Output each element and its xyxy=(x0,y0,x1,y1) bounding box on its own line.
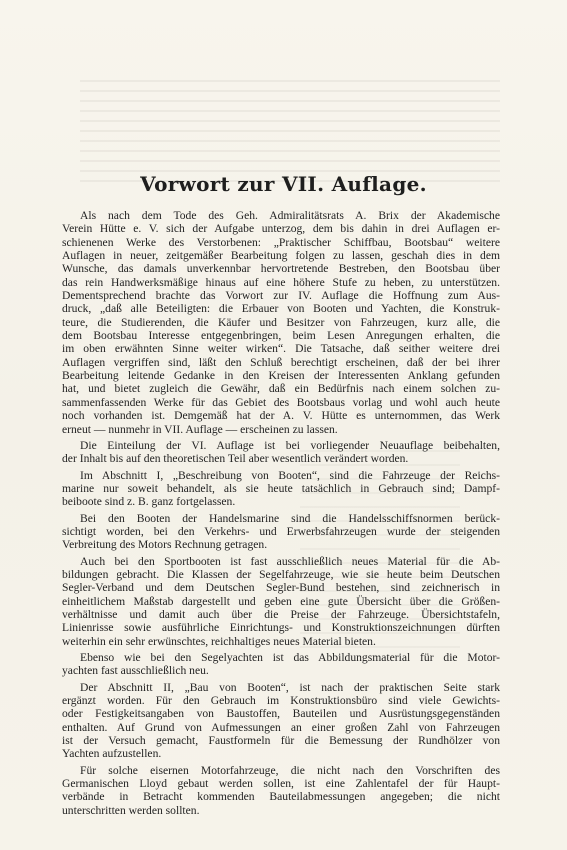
text-line: Die Einteilung der VI. Auflage ist bei vorliegender Neuauflage beibehalten, xyxy=(80,438,500,452)
text-line: noch vorhanden ist. Demgemäß hat der A. V. Hütte es unternommen, das Werk xyxy=(62,409,500,423)
text-line: erneut — nunmehr in VII. Auflage — erscheinen zu lassen. xyxy=(62,422,338,436)
text-line: marine nur soweit behandelt, als sie heute tatsächlich in Gebrauch sind; Dampf- xyxy=(62,481,500,495)
text-line: Dementsprechend brachte das Vorwort zur IV. Auflage die Hoffnung zum Aus- xyxy=(62,289,500,303)
text-line: Bei den Booten der Handelsmarine sind die Handelsschiffsnormen berück- xyxy=(80,511,500,525)
paragraph xyxy=(62,209,500,436)
paragraph xyxy=(62,651,500,678)
text-line: Im Abschnitt I, „Beschreibung von Booten“, sind die Fahrzeuge der Reichs- xyxy=(80,468,500,482)
text-line: der Inhalt bis auf den theoretischen Teil aber wesentlich verändert worden. xyxy=(62,452,409,466)
text-line: hat, und bietet zugleich die Gewähr, daß ein Bedürfnis nach einem solchen zu- xyxy=(62,382,500,396)
text-line: Auflagen vergriffen sind, läßt den Schluß berechtigt erscheinen, daß der bei ihrer xyxy=(62,355,500,369)
text-line: das rein Handwerksmäßige hinaus auf eine höhere Stufe zu heben, zu unterstützen. xyxy=(62,275,500,289)
paragraph xyxy=(62,469,500,509)
text-line: Auch bei den Sportbooten ist fast ausschließlich neues Material für die Ab- xyxy=(80,554,500,568)
text-line: verbände in Betracht kommenden Bauteilabmessungen angegeben; die nicht xyxy=(62,790,500,804)
text-line: Verbreitung des Motors Rechnung getragen. xyxy=(62,538,268,552)
text-line: Der Abschnitt II, „Bau von Booten“, ist nach der praktischen Seite stark xyxy=(80,680,500,694)
text-line: Segler-Verband und dem Deutschen Segler-Bund bestehen, sind zeichnerisch in xyxy=(62,581,500,595)
text-line: Linienrisse sowie ausführliche Einrichtungs- und Konstruktionszeichnungen dürften xyxy=(62,621,500,635)
text-line: enthalten. Auf Grund von Aufmessungen an einer großen Zahl von Fahrzeugen xyxy=(62,720,500,734)
text-line: unterschritten werden sollten. xyxy=(62,803,200,817)
text-line: weiterhin ein sehr erwünschtes, reichhaltiges neues Material bieten. xyxy=(62,634,376,648)
text-line: Yachten aufzustellen. xyxy=(62,747,162,761)
text-line: oder Festigkeitsangaben von Baustoffen, Bauteilen und Ausrüstungsgegenständen xyxy=(62,707,500,721)
text-line: im oben erwähnten Sinne weiter wirken“. Die Tatsache, daß seither weitere drei xyxy=(62,342,500,356)
paragraph xyxy=(62,555,500,648)
text-line: Bearbeitung leitende Gedanke in den Kreisen der Interessenten Anklang gefunden xyxy=(62,369,500,383)
text-line: teure, die Studierenden, die Käufer und Besitzer von Fahrzeugen, kurz alle, die xyxy=(62,315,500,329)
paragraph xyxy=(62,764,500,817)
paragraph xyxy=(62,512,500,552)
text-line: Germanischen Lloyd gebaut werden sollen, ist eine Zahlentafel der für Haupt- xyxy=(62,777,500,791)
text-line: einheitlichem Maßstab dargestellt und geben eine gute Übersicht über die Größen- xyxy=(62,594,500,608)
paragraph xyxy=(62,681,500,761)
text-line: verhältnisse und damit auch über die Preise der Fahrzeuge. Übersichtstafeln, xyxy=(62,607,500,621)
text-line: druck, „daß alle Beteiligten: die Erbauer von Booten und Yachten, die Konstruk- xyxy=(62,302,500,316)
text-line: ist der Versuch gemacht, Faustformeln für die Bemessung der Rundhölzer von xyxy=(62,734,500,748)
preface-body xyxy=(62,209,500,820)
text-line: Wunsche, das damals unverkennbar hervortretende Bestreben, den Bootsbau über xyxy=(62,262,500,276)
text-line: yachten fast ausschließlich neu. xyxy=(62,664,209,678)
text-line: Für solche eisernen Motorfahrzeuge, die nicht nach den Vorschriften des xyxy=(80,763,500,777)
text-line: Verein Hütte e. V. sich der Aufgabe unterzog, dem bis dahin in drei Auflagen er- xyxy=(62,222,500,236)
text-line: Als nach dem Tode des Geh. Admiralitätsrats A. Brix der Akademische xyxy=(80,209,500,222)
text-line: beiboote sind z. B. ganz fortgelassen. xyxy=(62,495,236,509)
text-line: ergänzt worden. Für den Gebrauch im Konstruktionsbüro sind viele Gewichts- xyxy=(62,694,500,708)
text-line: sammenfassenden Werke für das Gebiet des Bootsbaus vorlag und wohl auch heute xyxy=(62,395,500,409)
text-line: dem Bootsbau Interesse entgegenbringen, beim Lesen Anregungen erhalten, die xyxy=(62,329,500,343)
text-line: Ebenso wie bei den Segelyachten ist das Abbildungsmaterial für die Motor- xyxy=(80,651,500,664)
text-line: sichtigt worden, bei den Verkehrs- und Erwerbsfahrzeugen wurde der steigenden xyxy=(62,524,500,538)
paragraph xyxy=(62,439,500,466)
text-line: Auflagen in neuer, zeitgemäßer Bearbeitung folgen zu lassen, geschah dies in dem xyxy=(62,249,500,263)
page-title: Vorwort zur VII. Auflage. xyxy=(140,172,427,196)
text-line: bildungen gebracht. Die Klassen der Segelfahrzeuge, wie sie heute beim Deutschen xyxy=(62,567,500,581)
text-line: schienenen Werke des Verstorbenen: „Praktischer Schiffbau, Bootsbau“ weitere xyxy=(62,235,500,249)
